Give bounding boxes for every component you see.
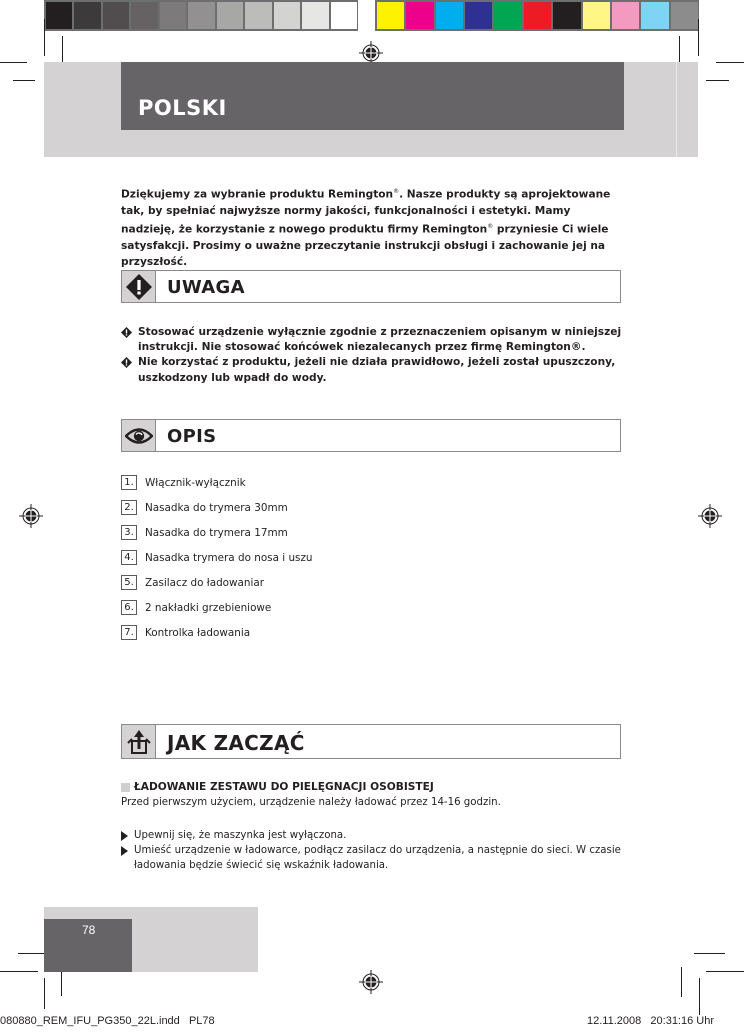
color-swatch [612, 2, 639, 29]
unbox-arrow-up-icon [125, 728, 153, 756]
item-number: 3. [121, 525, 137, 540]
registration-mark-icon [19, 504, 43, 528]
step-item [121, 828, 626, 843]
warning-item [121, 355, 626, 385]
item-number: 5. [121, 575, 137, 590]
crop-mark [706, 80, 729, 81]
language-title-bar [121, 62, 624, 130]
section-getting-started-header [121, 724, 621, 759]
item-label: Kontrolka ładowania [145, 627, 251, 639]
item-label: Zasilacz do ładowaniar [145, 577, 265, 589]
warning-text: Stosować urządzenie wyłącznie zgodnie z przeznaczeniem opisanym w niniejszej instrukcji. Nie stosować końcówek niezalecanych przez firmę Remington®. [138, 326, 622, 354]
header-band-divider [676, 62, 677, 157]
section-description-header [121, 419, 621, 452]
diamond-bullet-icon [121, 357, 132, 368]
page-number-box [44, 919, 132, 972]
color-swatch [188, 2, 214, 29]
item-label: Włącznik-wyłącznik [145, 477, 246, 489]
warning-diamond-icon [125, 273, 153, 301]
crop-mark [18, 953, 45, 954]
intro-text: . Nasze produkty są aprojektowane tak, by spełniać najwyższe normy jakości, funkcjonalności i estetyki. Mamy nadzieję, że korzystanie z nowego produktu firmy Remington [121, 188, 611, 236]
color-swatch [103, 2, 129, 29]
color-swatch [406, 2, 433, 29]
crop-mark [0, 971, 38, 972]
grayscale-color-bar [44, 0, 358, 31]
section-icon-box [122, 420, 156, 451]
color-swatch [245, 2, 271, 29]
color-swatch [436, 2, 463, 29]
intro-text: Dziękujemy za wybranie produktu Remington [121, 188, 394, 201]
color-swatch [331, 2, 357, 29]
item-number: 2. [121, 500, 137, 515]
step-item [121, 843, 626, 873]
section-title: UWAGA [167, 277, 245, 298]
section-title: OPIS [167, 426, 217, 447]
item-number: 4. [121, 550, 137, 565]
color-swatch [377, 2, 404, 29]
square-bullet-icon [121, 783, 130, 792]
intro-text: przyniesie Ci wiele satysfakcji. Prosimy o uważne przeczytanie instrukcji obsługi i zachowanie jej na przyszłość. [121, 223, 609, 268]
registration-mark-icon [698, 504, 722, 528]
color-swatch [494, 2, 521, 29]
registered-mark: ® [393, 188, 400, 195]
item-label: Nasadka do trymera 30mm [145, 502, 288, 514]
step-text: Umieść urządzenie w ładowarce, podłącz zasilacz do urządzenia, a następnie do sieci. W czasie ładowania będzie świecić się wskaźnik ładowania. [134, 845, 621, 871]
page-number: 78 [82, 923, 96, 937]
subsection-heading [121, 781, 434, 793]
crop-mark [44, 19, 45, 56]
crop-mark [681, 967, 682, 997]
cmyk-color-bar [375, 0, 699, 31]
color-swatch [524, 2, 551, 29]
color-swatch [217, 2, 243, 29]
item-label: 2 nakładki grzebieniowe [145, 602, 272, 614]
color-swatch [160, 2, 186, 29]
crop-mark [716, 62, 744, 63]
triangle-bullet-icon [121, 846, 128, 856]
color-swatch [465, 2, 492, 29]
eye-icon [125, 426, 153, 446]
crop-mark [13, 80, 35, 81]
page-title: POLSKI [138, 96, 227, 120]
crop-mark [44, 978, 45, 1009]
crop-mark [0, 62, 27, 63]
slug-file-info: 080880_REM_IFU_PG350_22L.indd PL78 [0, 1015, 215, 1027]
crop-mark [698, 19, 699, 56]
triangle-bullet-icon [121, 831, 128, 841]
color-swatch [641, 2, 668, 29]
crop-mark [699, 978, 700, 1015]
section-warning-header [121, 270, 621, 303]
steps-list [121, 828, 626, 873]
warning-list [121, 325, 626, 386]
color-swatch [553, 2, 580, 29]
crop-mark [694, 953, 725, 954]
registration-mark-icon [359, 970, 383, 994]
step-text: Upewnij się, że maszynka jest wyłączona. [134, 830, 347, 841]
warning-item [121, 325, 626, 355]
color-swatch [583, 2, 610, 29]
color-swatch [131, 2, 157, 29]
color-swatch [46, 2, 72, 29]
item-number: 7. [121, 625, 137, 640]
warning-text: Nie korzystać z produktu, jeżeli nie działa prawidłowo, jeżeli został upuszczony, uszkodzony lub wpadł do wody. [138, 356, 616, 384]
color-swatch [74, 2, 100, 29]
item-number: 1. [121, 475, 137, 490]
intro-paragraph [121, 184, 621, 270]
item-number: 6. [121, 600, 137, 615]
subsection-description: Przed pierwszym użyciem, urządzenie należy ładować przez 14-16 godzin. [121, 797, 501, 808]
section-icon-box [122, 271, 156, 302]
subsection-title: ŁADOWANIE ZESTAWU DO PIELĘGNACJI OSOBISTEJ [134, 781, 434, 793]
item-label: Nasadka do trymera 17mm [145, 527, 288, 539]
slug-date-info: 12.11.2008 20:31:16 Uhr [587, 1015, 715, 1027]
section-title: JAK ZACZĄĆ [167, 731, 305, 755]
registered-mark: ® [487, 222, 494, 230]
section-icon-box [122, 725, 156, 758]
color-swatch [302, 2, 328, 29]
color-swatch [671, 2, 698, 29]
item-label: Nasadka trymera do nosa i uszu [145, 552, 313, 564]
diamond-bullet-icon [121, 327, 132, 338]
crop-mark [706, 971, 744, 972]
color-swatch [274, 2, 300, 29]
